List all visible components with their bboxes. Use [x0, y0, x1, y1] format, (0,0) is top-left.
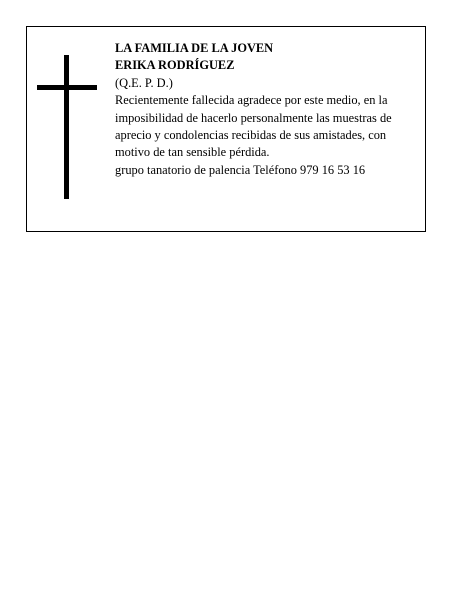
funeral-home-contact: grupo tanatorio de palencia Teléfono 979 16 53 16	[115, 162, 366, 177]
obituary-notice	[26, 26, 426, 232]
latin-cross-icon	[37, 55, 97, 199]
cross-horizontal-bar	[37, 85, 97, 90]
rip-abbreviation: (Q.E. P. D.)	[115, 75, 173, 90]
notice-body: Recientemente fallecida agradece por este medio, en la imposibilidad de hacerlo personalmente las muestras de aprecio y condolencias recibidas de sus amistades, con motivo de tan sensible pérdida.	[115, 93, 392, 160]
notice-text	[115, 40, 423, 179]
cross-vertical-bar	[64, 55, 69, 199]
notice-title-family: LA FAMILIA DE LA JOVEN	[115, 41, 274, 55]
notice-title-name: ERIKA RODRÍGUEZ	[115, 58, 235, 73]
